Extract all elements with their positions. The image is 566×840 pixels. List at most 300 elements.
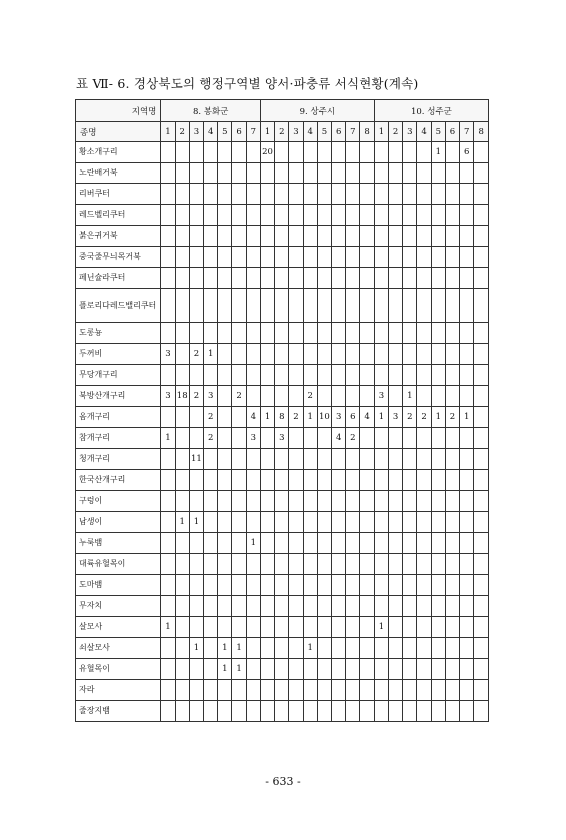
count-cell [360, 205, 374, 226]
count-cell [303, 659, 317, 680]
count-cell [417, 638, 431, 659]
count-cell [275, 617, 289, 638]
site-number-header: 1 [260, 122, 274, 142]
table-row [76, 226, 489, 247]
count-cell [389, 512, 403, 533]
count-cell [417, 659, 431, 680]
count-cell: 1 [232, 659, 246, 680]
count-cell [189, 142, 203, 163]
count-cell [232, 226, 246, 247]
count-cell [232, 365, 246, 386]
count-cell: 3 [161, 386, 175, 407]
count-cell [289, 247, 303, 268]
table-row [76, 575, 489, 596]
count-cell [317, 205, 331, 226]
count-cell [346, 268, 360, 289]
count-cell [317, 184, 331, 205]
count-cell [289, 701, 303, 722]
count-cell [346, 701, 360, 722]
count-cell: 1 [260, 407, 274, 428]
count-cell [289, 449, 303, 470]
count-cell [389, 226, 403, 247]
count-cell [161, 533, 175, 554]
count-cell [474, 575, 489, 596]
count-cell [445, 184, 459, 205]
count-cell [474, 512, 489, 533]
count-cell [204, 533, 218, 554]
count-cell: 2 [289, 407, 303, 428]
count-cell [289, 142, 303, 163]
count-cell [232, 701, 246, 722]
count-cell [417, 205, 431, 226]
count-cell [346, 226, 360, 247]
count-cell [474, 323, 489, 344]
count-cell [403, 554, 417, 575]
count-cell [175, 365, 189, 386]
count-cell [204, 163, 218, 184]
species-name: 유혈목이 [76, 659, 161, 680]
count-cell [403, 638, 417, 659]
count-cell [474, 268, 489, 289]
count-cell [431, 163, 445, 184]
count-cell [175, 638, 189, 659]
count-cell [332, 680, 346, 701]
count-cell [232, 323, 246, 344]
count-cell [260, 617, 274, 638]
count-cell: 3 [246, 428, 260, 449]
count-cell [246, 617, 260, 638]
table-row [76, 533, 489, 554]
count-cell [332, 617, 346, 638]
table-row [76, 701, 489, 722]
count-cell [204, 491, 218, 512]
table-row [76, 344, 489, 365]
site-number-header: 5 [431, 122, 445, 142]
count-cell [161, 638, 175, 659]
count-cell [218, 289, 232, 323]
count-cell [275, 533, 289, 554]
count-cell: 1 [218, 659, 232, 680]
count-cell [175, 491, 189, 512]
count-cell [474, 617, 489, 638]
count-cell [246, 344, 260, 365]
count-cell [218, 596, 232, 617]
count-cell [389, 575, 403, 596]
count-cell [403, 226, 417, 247]
count-cell [445, 428, 459, 449]
count-cell [275, 659, 289, 680]
count-cell [275, 323, 289, 344]
count-cell [275, 247, 289, 268]
count-cell [403, 344, 417, 365]
count-cell [204, 226, 218, 247]
count-cell [474, 247, 489, 268]
count-cell [346, 289, 360, 323]
count-cell [346, 659, 360, 680]
count-cell [332, 289, 346, 323]
count-cell [303, 701, 317, 722]
count-cell [460, 365, 474, 386]
count-cell [161, 142, 175, 163]
count-cell [317, 596, 331, 617]
site-number-header: 3 [189, 122, 203, 142]
count-cell [175, 533, 189, 554]
count-cell [175, 470, 189, 491]
count-cell [218, 617, 232, 638]
count-cell [445, 386, 459, 407]
count-cell [403, 323, 417, 344]
count-cell [360, 163, 374, 184]
count-cell [260, 289, 274, 323]
count-cell [474, 449, 489, 470]
count-cell [189, 365, 203, 386]
count-cell [360, 680, 374, 701]
count-cell [204, 701, 218, 722]
species-name: 옴개구리 [76, 407, 161, 428]
count-cell [332, 638, 346, 659]
count-cell [346, 533, 360, 554]
count-cell [175, 575, 189, 596]
count-cell [232, 142, 246, 163]
count-cell [389, 449, 403, 470]
count-cell [275, 205, 289, 226]
count-cell [403, 701, 417, 722]
count-cell [260, 554, 274, 575]
count-cell [403, 575, 417, 596]
count-cell [374, 226, 388, 247]
count-cell: 1 [460, 407, 474, 428]
count-cell [317, 386, 331, 407]
count-cell: 1 [246, 533, 260, 554]
count-cell [360, 575, 374, 596]
count-cell [460, 386, 474, 407]
count-cell: 2 [204, 407, 218, 428]
count-cell [431, 323, 445, 344]
count-cell [460, 184, 474, 205]
table-row [76, 491, 489, 512]
count-cell: 2 [445, 407, 459, 428]
count-cell [346, 575, 360, 596]
count-cell [374, 512, 388, 533]
count-cell [218, 344, 232, 365]
site-number-header: 5 [218, 122, 232, 142]
count-cell [332, 226, 346, 247]
count-cell [260, 226, 274, 247]
count-cell [289, 289, 303, 323]
count-cell [360, 533, 374, 554]
count-cell [246, 701, 260, 722]
count-cell [403, 365, 417, 386]
count-cell [332, 512, 346, 533]
count-cell [303, 470, 317, 491]
count-cell: 2 [303, 386, 317, 407]
count-cell [189, 617, 203, 638]
count-cell [218, 407, 232, 428]
count-cell: 20 [260, 142, 274, 163]
count-cell [218, 575, 232, 596]
count-cell [189, 554, 203, 575]
site-number-header: 8 [474, 122, 489, 142]
count-cell [403, 617, 417, 638]
count-cell [360, 289, 374, 323]
count-cell [417, 428, 431, 449]
count-cell [332, 701, 346, 722]
count-cell [332, 365, 346, 386]
count-cell [246, 323, 260, 344]
count-cell [403, 268, 417, 289]
count-cell: 6 [346, 407, 360, 428]
count-cell [474, 659, 489, 680]
count-cell [417, 512, 431, 533]
count-cell [474, 638, 489, 659]
count-cell [360, 323, 374, 344]
count-cell [445, 596, 459, 617]
count-cell [460, 659, 474, 680]
count-cell [218, 701, 232, 722]
count-cell [360, 386, 374, 407]
count-cell [303, 247, 317, 268]
count-cell [218, 449, 232, 470]
count-cell [317, 470, 331, 491]
count-cell [403, 512, 417, 533]
count-cell [204, 659, 218, 680]
count-cell [389, 205, 403, 226]
count-cell [218, 680, 232, 701]
count-cell [474, 554, 489, 575]
count-cell [403, 163, 417, 184]
count-cell [460, 680, 474, 701]
count-cell [417, 470, 431, 491]
count-cell [474, 142, 489, 163]
region-header: 8. 봉화군 [161, 100, 261, 122]
count-cell [218, 247, 232, 268]
count-cell [218, 491, 232, 512]
count-cell [403, 247, 417, 268]
count-cell: 2 [189, 386, 203, 407]
count-cell [218, 205, 232, 226]
count-cell [417, 554, 431, 575]
count-cell [260, 680, 274, 701]
count-cell [218, 142, 232, 163]
count-cell [431, 596, 445, 617]
count-cell [232, 554, 246, 575]
count-cell [303, 449, 317, 470]
count-cell [360, 617, 374, 638]
count-cell [175, 163, 189, 184]
count-cell [246, 680, 260, 701]
count-cell [161, 407, 175, 428]
count-cell [332, 142, 346, 163]
count-cell [260, 205, 274, 226]
count-cell [374, 344, 388, 365]
count-cell [445, 226, 459, 247]
count-cell: 1 [161, 428, 175, 449]
count-cell [275, 512, 289, 533]
corner-label-species: 종명 [76, 122, 161, 142]
count-cell: 1 [161, 617, 175, 638]
count-cell [403, 659, 417, 680]
count-cell [260, 428, 274, 449]
table-row [76, 638, 489, 659]
count-cell [445, 268, 459, 289]
site-number-header: 5 [317, 122, 331, 142]
count-cell: 2 [417, 407, 431, 428]
count-cell [275, 386, 289, 407]
site-number-header: 2 [275, 122, 289, 142]
species-name: 북방산개구리 [76, 386, 161, 407]
count-cell [389, 323, 403, 344]
count-cell [275, 289, 289, 323]
count-cell [474, 365, 489, 386]
count-cell [232, 449, 246, 470]
count-cell [289, 554, 303, 575]
count-cell [332, 163, 346, 184]
count-cell [317, 365, 331, 386]
count-cell [303, 428, 317, 449]
count-cell [161, 470, 175, 491]
count-cell: 1 [374, 617, 388, 638]
count-cell [445, 659, 459, 680]
species-name: 청개구리 [76, 449, 161, 470]
count-cell [374, 449, 388, 470]
count-cell [417, 386, 431, 407]
count-cell [260, 268, 274, 289]
count-cell [289, 323, 303, 344]
species-name: 한국산개구리 [76, 470, 161, 491]
count-cell [417, 680, 431, 701]
table-row [76, 554, 489, 575]
count-cell [260, 344, 274, 365]
count-cell [346, 449, 360, 470]
species-name: 무자치 [76, 596, 161, 617]
count-cell: 4 [360, 407, 374, 428]
count-cell [303, 142, 317, 163]
count-cell [445, 701, 459, 722]
count-cell [189, 163, 203, 184]
count-cell [360, 554, 374, 575]
count-cell [360, 512, 374, 533]
count-cell [417, 344, 431, 365]
species-name: 도마뱀 [76, 575, 161, 596]
count-cell [161, 365, 175, 386]
count-cell: 1 [204, 344, 218, 365]
count-cell [417, 596, 431, 617]
count-cell [431, 512, 445, 533]
count-cell [161, 449, 175, 470]
count-cell: 1 [374, 407, 388, 428]
count-cell [218, 386, 232, 407]
count-cell [175, 184, 189, 205]
species-name: 줄장지뱀 [76, 701, 161, 722]
count-cell [175, 407, 189, 428]
table-row [76, 205, 489, 226]
count-cell [289, 617, 303, 638]
count-cell [389, 344, 403, 365]
count-cell [189, 289, 203, 323]
count-cell [403, 184, 417, 205]
site-number-header: 7 [346, 122, 360, 142]
count-cell [346, 554, 360, 575]
count-cell [417, 289, 431, 323]
count-cell [317, 554, 331, 575]
count-cell [389, 289, 403, 323]
species-name: 구렁이 [76, 491, 161, 512]
count-cell [460, 247, 474, 268]
table-row [76, 449, 489, 470]
count-cell [346, 386, 360, 407]
table-row [76, 428, 489, 449]
count-cell [161, 268, 175, 289]
count-cell [161, 659, 175, 680]
count-cell [431, 701, 445, 722]
count-cell [175, 323, 189, 344]
count-cell [232, 512, 246, 533]
count-cell [303, 205, 317, 226]
count-cell [317, 449, 331, 470]
species-name: 대륙유혈목이 [76, 554, 161, 575]
count-cell [374, 701, 388, 722]
count-cell [431, 575, 445, 596]
count-cell [317, 142, 331, 163]
table-row [76, 163, 489, 184]
count-cell [204, 680, 218, 701]
count-cell [389, 701, 403, 722]
count-cell [232, 205, 246, 226]
count-cell [346, 638, 360, 659]
region-header: 10. 성주군 [374, 100, 488, 122]
count-cell [374, 247, 388, 268]
count-cell [474, 407, 489, 428]
count-cell [346, 512, 360, 533]
count-cell [360, 428, 374, 449]
count-cell [332, 554, 346, 575]
count-cell: 2 [189, 344, 203, 365]
count-cell [460, 617, 474, 638]
count-cell [189, 491, 203, 512]
count-cell [303, 184, 317, 205]
count-cell [275, 184, 289, 205]
count-cell [275, 596, 289, 617]
count-cell [175, 449, 189, 470]
count-cell [403, 680, 417, 701]
count-cell [260, 184, 274, 205]
count-cell [474, 289, 489, 323]
count-cell: 2 [403, 407, 417, 428]
count-cell [346, 680, 360, 701]
count-cell [289, 491, 303, 512]
count-cell [275, 226, 289, 247]
count-cell [317, 617, 331, 638]
count-cell [332, 533, 346, 554]
count-cell [389, 268, 403, 289]
count-cell [260, 449, 274, 470]
count-cell [204, 596, 218, 617]
count-cell [431, 386, 445, 407]
count-cell [417, 365, 431, 386]
count-cell [360, 365, 374, 386]
table-row [76, 184, 489, 205]
site-number-header: 4 [417, 122, 431, 142]
count-cell [460, 205, 474, 226]
count-cell [374, 470, 388, 491]
count-cell [417, 323, 431, 344]
count-cell [403, 205, 417, 226]
count-cell [275, 701, 289, 722]
count-cell [232, 680, 246, 701]
species-name: 레드벨리쿠터 [76, 205, 161, 226]
count-cell [317, 247, 331, 268]
count-cell [445, 638, 459, 659]
